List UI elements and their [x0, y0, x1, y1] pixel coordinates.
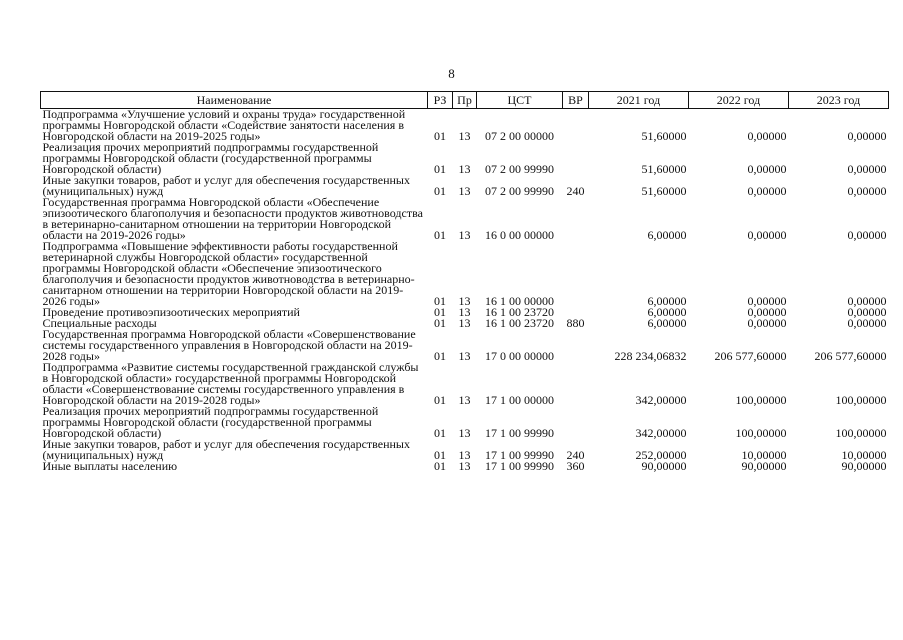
row-vr: 240 — [566, 184, 585, 198]
row-name: Государственная программа Новгородской области «Совершенствование системы государственного управления в Новгородской области на 2019-2028 годы» — [42, 327, 416, 363]
row-name: Иные закупки товаров, работ и услуг для обеспечения государственных (муниципальных) нужд — [42, 437, 410, 462]
header-pr: Пр — [453, 92, 477, 109]
row-2022: 0,00000 — [747, 129, 787, 143]
row-cst: 07 2 00 00000 — [485, 129, 554, 143]
header-2021: 2021 год — [589, 92, 689, 109]
row-cst: 17 1 00 99990 — [485, 426, 554, 440]
row-2023: 10,00000 — [841, 448, 887, 462]
row-pr: 13 — [458, 228, 471, 242]
row-vr — [563, 362, 589, 406]
row-rz: 01 — [434, 294, 446, 308]
row-2023: 100,00000 — [835, 426, 887, 440]
row-rz: 01 — [434, 184, 446, 198]
row-cst: 17 1 00 99990 — [485, 459, 554, 473]
row-cst: 16 1 00 00000 — [485, 294, 554, 308]
row-2021: 6,00000 — [647, 316, 687, 330]
row-2022: 0,00000 — [747, 305, 787, 319]
row-name: Проведение противоэпизоотических мероприятий — [42, 305, 300, 319]
row-2023: 90,00000 — [841, 459, 887, 473]
row-2023: 206 577,60000 — [814, 349, 887, 363]
row-vr: 240 — [566, 448, 585, 462]
row-2023: 0,00000 — [847, 129, 887, 143]
row-rz: 01 — [434, 316, 446, 330]
row-pr: 13 — [458, 294, 471, 308]
row-vr — [563, 109, 589, 143]
table-row — [41, 329, 889, 362]
table-row — [41, 142, 889, 175]
row-pr: 13 — [458, 305, 471, 319]
row-2022: 90,00000 — [741, 459, 787, 473]
row-cst: 17 1 00 99990 — [485, 448, 554, 462]
table-header — [41, 92, 889, 109]
table-row — [41, 362, 889, 406]
header-2023: 2023 год — [789, 92, 889, 109]
row-pr: 13 — [458, 162, 471, 176]
row-name: Подпрограмма «Улучшение условий и охраны труда» государственной программы Новгородской области «Содействие занятости населения в Новгородской области на 2019-2025 годы» — [42, 107, 406, 143]
row-pr: 13 — [458, 426, 471, 440]
row-2021: 51,60000 — [641, 162, 687, 176]
row-pr: 13 — [458, 316, 471, 330]
row-vr — [563, 142, 589, 175]
row-rz: 01 — [434, 228, 446, 242]
row-cst: 17 1 00 00000 — [485, 393, 554, 407]
table-row — [41, 109, 889, 143]
row-cst: 07 2 00 99990 — [485, 184, 554, 198]
row-rz: 01 — [434, 459, 446, 473]
row-2023: 100,00000 — [835, 393, 887, 407]
row-2022: 0,00000 — [747, 316, 787, 330]
row-2022: 0,00000 — [747, 162, 787, 176]
row-2023: 0,00000 — [847, 316, 887, 330]
row-name: Реализация прочих мероприятий подпрограммы государственной программы Новгородской области (государственной программы Новгородской области) — [42, 404, 379, 440]
row-2021: 6,00000 — [647, 294, 687, 308]
row-name: Подпрограмма «Развитие системы государственной гражданской службы в Новгородской области» государственной программы Новгородской области «Совершенствование системы государственного управления в Новгородской области на 2019-2028 годы» — [42, 360, 419, 407]
header-2022: 2022 год — [689, 92, 789, 109]
row-vr: 360 — [566, 459, 585, 473]
table-row — [41, 197, 889, 241]
row-rz: 01 — [434, 129, 446, 143]
row-pr: 13 — [458, 184, 471, 198]
row-2022: 0,00000 — [747, 294, 787, 308]
row-2021: 228 234,06832 — [614, 349, 687, 363]
header-cst: ЦСТ — [477, 92, 563, 109]
row-2021: 342,00000 — [635, 393, 687, 407]
row-cst: 16 1 00 23720 — [485, 316, 554, 330]
table-row — [41, 461, 889, 472]
row-vr: 880 — [566, 316, 585, 330]
table-row — [41, 175, 889, 197]
row-name: Подпрограмма «Повышение эффективности работы государственной ветеринарной службы Новгородской области» государственной программы Новгородской области «Обеспечение эпизоотического благополучия и безопасности продуктов животноводства в ветеринарно-санитарном отношении на территории Новгородской области на 2019-2026 годы» — [42, 239, 415, 308]
row-name: Реализация прочих мероприятий подпрограммы государственной программы Новгородской области (государственной программы Новгородской области) — [42, 140, 379, 176]
table-row — [41, 406, 889, 439]
header-rz: РЗ — [428, 92, 453, 109]
row-2022: 10,00000 — [741, 448, 787, 462]
row-name: Иные закупки товаров, работ и услуг для обеспечения государственных (муниципальных) нужд — [42, 173, 410, 198]
row-name: Иные выплаты населению — [42, 459, 178, 473]
row-rz: 01 — [434, 426, 446, 440]
row-vr — [563, 329, 589, 362]
row-2021: 51,60000 — [641, 184, 687, 198]
page-number: 8 — [448, 66, 455, 81]
row-2021: 6,00000 — [647, 228, 687, 242]
row-rz: 01 — [434, 349, 446, 363]
header-vr: ВР — [563, 92, 589, 109]
row-2021: 6,00000 — [647, 305, 687, 319]
row-name: Государственная программа Новгородской области «Обеспечение эпизоотического благополучия и безопасности продуктов животноводства в ветеринарно-санитарном отношении на территории Новгородской области на 2019-2026 годы» — [42, 195, 423, 242]
row-cst: 16 1 00 23720 — [485, 305, 554, 319]
table-body — [41, 109, 889, 473]
row-2021: 90,00000 — [641, 459, 687, 473]
row-2021: 342,00000 — [635, 426, 687, 440]
row-2022: 0,00000 — [747, 228, 787, 242]
row-cst: 16 0 00 00000 — [485, 228, 554, 242]
row-2022: 100,00000 — [735, 393, 787, 407]
row-rz: 01 — [434, 393, 446, 407]
row-name: Специальные расходы — [42, 316, 157, 330]
row-vr — [563, 241, 589, 307]
row-2023: 0,00000 — [847, 305, 887, 319]
row-rz: 01 — [434, 448, 446, 462]
header-row — [41, 92, 889, 109]
row-vr — [563, 197, 589, 241]
budget-table — [40, 91, 889, 472]
table-row — [41, 241, 889, 307]
row-2023: 0,00000 — [847, 162, 887, 176]
row-pr: 13 — [458, 349, 471, 363]
row-2021: 51,60000 — [641, 129, 687, 143]
row-pr: 13 — [458, 393, 471, 407]
row-cst: 07 2 00 99990 — [485, 162, 554, 176]
row-2022: 206 577,60000 — [714, 349, 787, 363]
row-2023: 0,00000 — [847, 184, 887, 198]
row-2022: 100,00000 — [735, 426, 787, 440]
header-name: Наименование — [41, 92, 428, 109]
row-2023: 0,00000 — [847, 228, 887, 242]
row-rz: 01 — [434, 305, 446, 319]
table-row — [41, 439, 889, 461]
row-2021: 252,00000 — [635, 448, 687, 462]
row-2022: 0,00000 — [747, 184, 787, 198]
row-pr: 13 — [458, 129, 471, 143]
row-2023: 0,00000 — [847, 294, 887, 308]
row-pr: 13 — [458, 448, 471, 462]
row-rz: 01 — [434, 162, 446, 176]
row-cst: 17 0 00 00000 — [485, 349, 554, 363]
row-pr: 13 — [458, 459, 471, 473]
row-vr — [563, 406, 589, 439]
